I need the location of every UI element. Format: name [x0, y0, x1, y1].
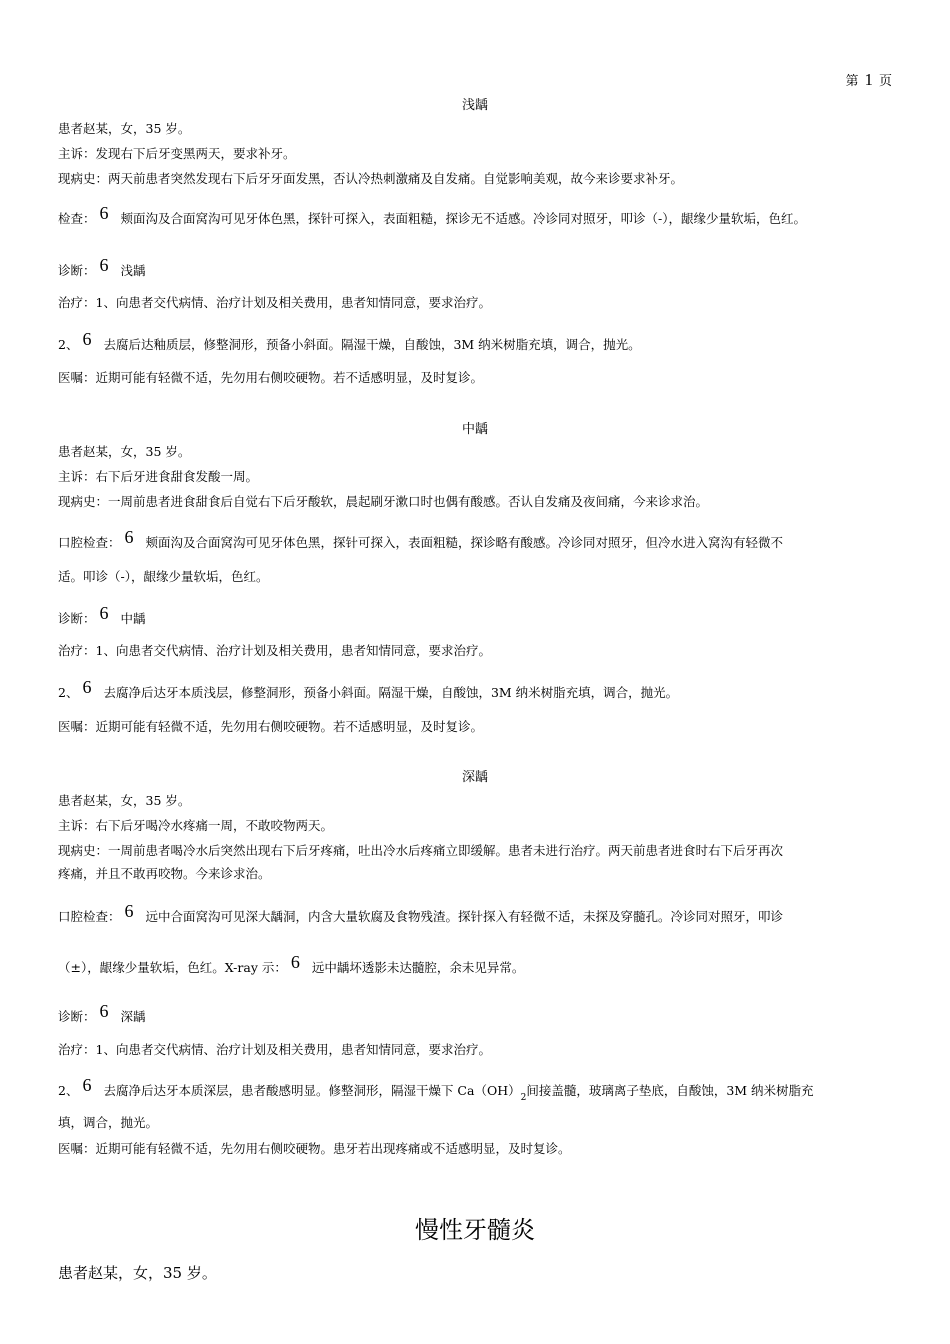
treatment-step-2-text: 去腐净后达牙本质深层，患者酸感明显。修整洞形，隔湿干燥下 Ca（OH）: [103, 1083, 521, 1098]
section-title-deep-caries: 深龋: [461, 770, 488, 785]
tooth-number: 6: [99, 603, 109, 623]
diagnosis-text: 中龋: [120, 611, 146, 626]
patient-info: 患者赵某，女，35 岁。: [58, 793, 191, 808]
treatment-step-1: 治疗：1、向患者交代病情、治疗计划及相关费用，患者知情同意，要求治疗。: [58, 295, 491, 310]
exam-continuation: [58, 952, 892, 979]
diagnosis-label: 诊断：: [58, 611, 96, 626]
treatment-step-2-text: 去腐后达釉质层，修整洞形，预备小斜面。隔湿干燥，自酸蚀，3M 纳米树脂充填，调合，抛光。: [103, 337, 641, 352]
page-number-value: 1: [864, 70, 873, 89]
page-number-prefix: 第: [845, 74, 859, 89]
tooth-number: 6: [290, 952, 300, 972]
exam-continuation: 适。叩诊（-），龈缘少量软垢，色红。: [58, 569, 269, 584]
tooth-number: 6: [124, 901, 134, 921]
tooth-number: 6: [99, 1001, 109, 1021]
chief-complaint: 主诉：发现右下后牙变黑两天，要求补牙。: [58, 146, 296, 161]
chief-complaint: 主诉：右下后牙喝冷水疼痛一周，不敢咬物两天。: [58, 818, 334, 833]
diagnosis-line: [58, 1001, 892, 1028]
treatment-step-2-label: 2、: [58, 337, 79, 352]
tooth-number: 6: [99, 203, 109, 223]
diagnosis-text: 深龋: [120, 1009, 146, 1024]
exam-text: 颊面沟及合面窝沟可见牙体色黑，探针可探入，表面粗糙，探诊无不适感。冷诊同对照牙，叩诊（-），龈缘少量软垢，色红。: [120, 211, 806, 226]
patient-info: 患者赵某，女，35 岁。: [58, 121, 191, 136]
tooth-number: 6: [82, 1075, 92, 1095]
tooth-number: 6: [82, 677, 92, 697]
medical-advice: 医嘱：近期可能有轻微不适，先勿用右侧咬硬物。患牙若出现疼痛或不适感明显，及时复诊。: [58, 1141, 571, 1156]
treatment-step-1: 治疗：1、向患者交代病情、治疗计划及相关费用，患者知情同意，要求治疗。: [58, 1042, 491, 1057]
exam-line: [58, 203, 892, 230]
exam-label: 检查：: [58, 211, 96, 226]
tooth-number: 6: [82, 329, 92, 349]
treatment-step-1: 治疗：1、向患者交代病情、治疗计划及相关费用，患者知情同意，要求治疗。: [58, 643, 491, 658]
treatment-step-2-text: 去腐净后达牙本质浅层，修整洞形，预备小斜面。隔湿干燥，自酸蚀，3M 纳米树脂充填，调合，抛光。: [103, 685, 679, 700]
treatment-step-2-text-continued: 间接盖髓，玻璃离子垫底，自酸蚀，3M 纳米树脂充: [526, 1083, 814, 1098]
exam-text: 远中合面窝沟可见深大龋洞，内含大量软腐及食物残渣。探针探入有轻微不适，未探及穿髓孔。冷诊同对照牙，叩诊: [145, 909, 784, 924]
tooth-number: 6: [99, 255, 109, 275]
medical-advice: 医嘱：近期可能有轻微不适，先勿用右侧咬硬物。若不适感明显，及时复诊。: [58, 719, 484, 734]
tooth-number: 6: [124, 527, 134, 547]
chief-complaint: 主诉：右下后牙进食甜食发酸一周。: [58, 469, 259, 484]
diagnosis-text: 浅龋: [120, 263, 146, 278]
patient-info: 患者赵某，女，35 岁。: [58, 1264, 217, 1282]
present-history-continuation: 疼痛，并且不敢再咬物。今来诊求治。: [58, 866, 271, 881]
present-history: 现病史：两天前患者突然发现右下后牙牙面发黑，否认冷热刺激痛及自发痛。自觉影响美观，故今来诊要求补牙。: [58, 171, 684, 186]
exam-line: [58, 901, 892, 928]
diagnosis-line: [58, 255, 892, 282]
section-title-moderate-caries: 中龋: [461, 422, 488, 437]
patient-info: 患者赵某，女，35 岁。: [58, 444, 191, 459]
exam-label: 口腔检查：: [58, 535, 121, 550]
section-title-shallow-caries: 浅龋: [461, 98, 488, 113]
subscript: 2: [520, 1093, 527, 1103]
exam-continuation-text: （±），龈缘少量软垢，色红。X-ray 示：: [58, 960, 287, 975]
section-title-chronic-pulpitis: 慢性牙髓炎: [415, 1216, 535, 1244]
treatment-step-2: [58, 329, 892, 356]
treatment-step-2-label: 2、: [58, 1083, 79, 1098]
treatment-step-2: [58, 677, 892, 704]
present-history: 现病史：一周前患者进食甜食后自觉右下后牙酸软，晨起刷牙漱口时也偶有酸感。否认自发痛及夜间痛，今来诊求治。: [58, 494, 709, 509]
medical-advice: 医嘱：近期可能有轻微不适，先勿用右侧咬硬物。若不适感明显，及时复诊。: [58, 370, 484, 385]
diagnosis-label: 诊断：: [58, 263, 96, 278]
diagnosis-label: 诊断：: [58, 1009, 96, 1024]
present-history: 现病史：一周前患者喝冷水后突然出现右下后牙疼痛，吐出冷水后疼痛立即缓解。患者未进行治疗。两天前患者进食时右下后牙再次: [58, 843, 784, 858]
exam-label: 口腔检查：: [58, 909, 121, 924]
exam-line: [58, 527, 892, 554]
xray-finding-text: 远中龋坏透影未达髓腔，余未见异常。: [311, 960, 525, 975]
page-number: [845, 70, 892, 90]
page-number-suffix: 页: [878, 74, 892, 89]
diagnosis-line: [58, 603, 892, 630]
exam-text: 颊面沟及合面窝沟可见牙体色黑，探针可探入，表面粗糙，探诊略有酸感。冷诊同对照牙，但冷水进入窝沟有轻微不: [145, 535, 784, 550]
treatment-step-2-label: 2、: [58, 685, 79, 700]
treatment-step-2: [58, 1075, 892, 1104]
treatment-step-2-continuation: 填，调合，抛光。: [58, 1115, 159, 1130]
